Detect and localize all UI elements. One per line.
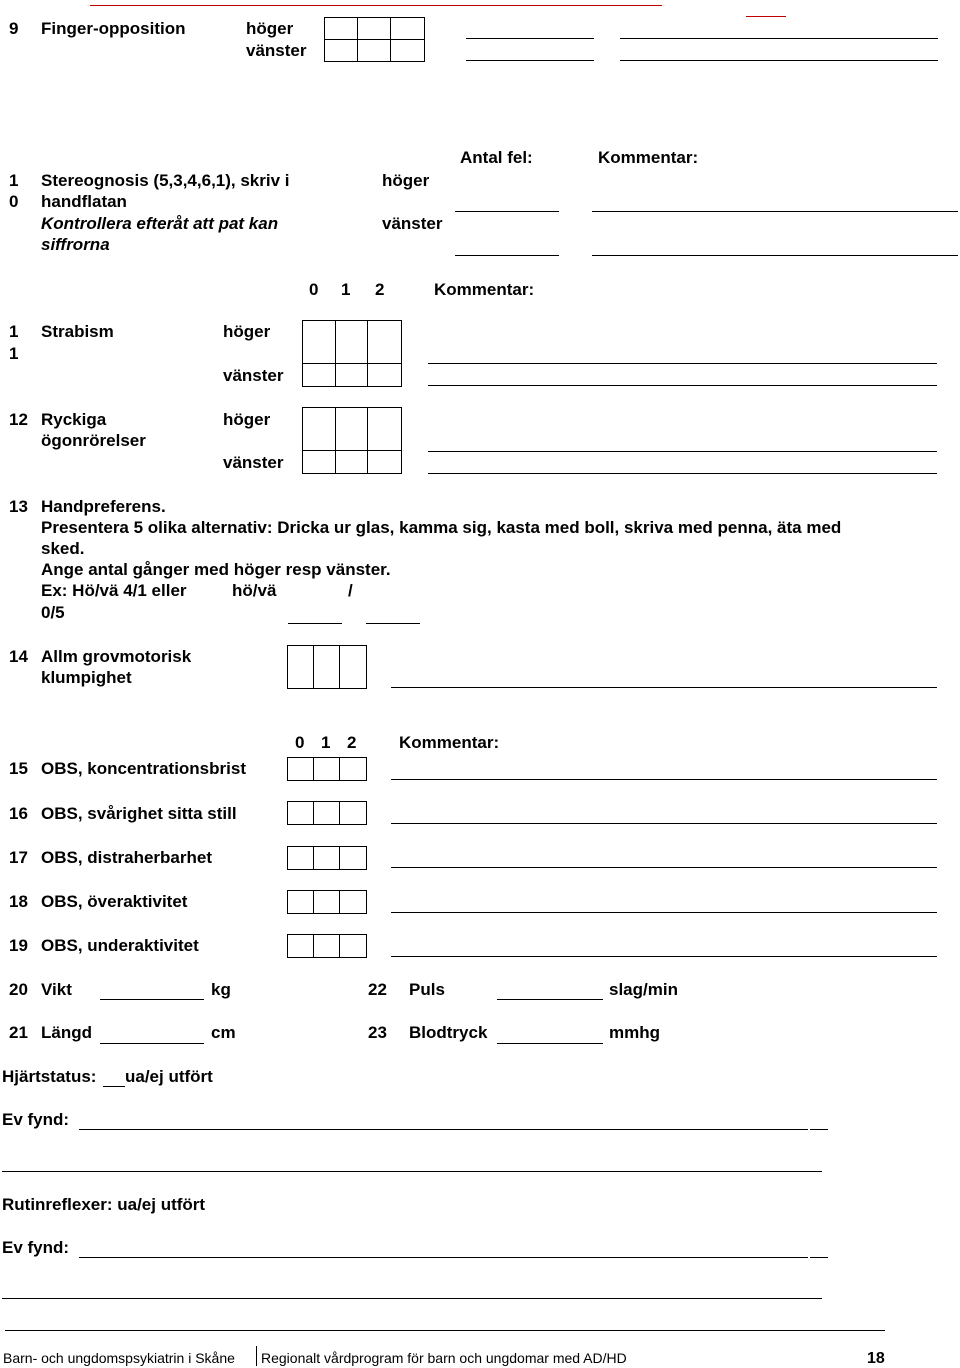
obs-item-label: OBS, svårighet sitta still [41,804,237,823]
item9-label: Finger-opposition [41,19,186,38]
obs-item-number: 15 [9,759,28,778]
item20-label: Vikt [41,980,72,999]
obs-item-label: OBS, koncentrationsbrist [41,759,246,778]
item12-left-comment-field[interactable] [428,473,937,474]
item11-label: Strabism [41,322,114,341]
item22-number: 22 [368,980,387,999]
item12-label-line1: Ryckiga [41,410,107,429]
scale-0: 0 [309,280,319,299]
scale-kommentar: Kommentar: [434,280,535,299]
obs-item-score-boxes[interactable] [287,934,367,958]
item23-number: 23 [368,1023,387,1042]
ev-fynd-field-line2[interactable] [2,1298,822,1299]
obs-item-number: 17 [9,848,28,867]
footer-separator [256,1346,257,1366]
ev-fynd-field-line2[interactable] [2,1171,822,1172]
obs-item-comment-field[interactable] [391,912,937,913]
obs-item-score-boxes[interactable] [287,890,367,914]
ev-fynd-field-line1-end[interactable] [810,1129,828,1130]
item11-right-score-boxes[interactable] [302,320,402,364]
item10-number-2: 0 [9,192,19,211]
obs-item-label: OBS, underaktivitet [41,936,199,955]
obs-item-comment-field[interactable] [391,956,937,957]
item11-left-score-boxes[interactable] [302,363,402,387]
item10-left-label: vänster [382,214,443,233]
item12-right-comment-field[interactable] [428,451,937,452]
item21-number: 21 [9,1023,28,1042]
ev-fynd-field-line1-end[interactable] [810,1257,828,1258]
ev-fynd-label: Ev fynd: [2,1110,70,1129]
scale-1: 1 [321,733,331,752]
ev-fynd-label: Ev fynd: [2,1238,70,1257]
heart-status-label: Hjärtstatus: [2,1067,97,1086]
obs-item-number: 18 [9,892,28,911]
top-rule [90,5,662,6]
item13-hova-label: hö/vä [232,581,277,600]
obs-item-label: OBS, distraherbarhet [41,848,212,867]
item21-label: Längd [41,1023,92,1042]
heart-status-value: ua/ej utfört [125,1067,213,1086]
item13-line1: Presentera 5 olika alternativ: Dricka ur glas, kamma sig, kasta med boll, skriva med penna, äta med [41,518,842,537]
item11-number-2: 1 [9,344,19,363]
item11-left-comment-field[interactable] [428,385,937,386]
item9-left-label: vänster [246,41,307,60]
item21-unit: cm [211,1023,236,1042]
item13-number: 13 [9,497,28,516]
obs-item-label: OBS, överaktivitet [41,892,188,911]
item13-left-count-field[interactable] [366,623,420,624]
obs-item-comment-field[interactable] [391,867,937,868]
item12-left-label: vänster [223,453,284,472]
item20-unit: kg [211,980,231,999]
item9-left-comment-field[interactable] [620,60,938,61]
item13-line2: sked. [41,539,85,558]
item10-right-label: höger [382,171,430,190]
item10-label-line3: Kontrollera efteråt att pat kan [41,214,279,233]
item12-label-line2: ögonrörelser [41,431,146,450]
item14-comment-field[interactable] [391,687,937,688]
ev-fynd-field-line1[interactable] [79,1257,808,1258]
blood-pressure-field[interactable] [497,1043,603,1044]
item9-left-count-field[interactable] [466,60,594,61]
item12-number: 12 [9,410,28,429]
item20-number: 20 [9,980,28,999]
item11-right-comment-field[interactable] [428,363,937,364]
item12-left-score-boxes[interactable] [302,450,402,474]
item11-right-label: höger [223,322,271,341]
footer-rule [5,1330,885,1331]
item13-line3: Ange antal gånger med höger resp vänster. [41,560,391,579]
item14-label-line2: klumpighet [41,668,132,687]
scale-2: 2 [375,280,385,299]
item10-right-comment-field[interactable] [592,211,958,212]
item22-label: Puls [409,980,445,999]
height-field[interactable] [100,1043,204,1044]
obs-item-comment-field[interactable] [391,779,937,780]
item14-label-line1: Allm grovmotorisk [41,647,192,666]
scale-2: 2 [347,733,357,752]
footer-left-text: Barn- och ungdomspsykiatrin i Skåne [3,1350,235,1366]
weight-field[interactable] [100,999,204,1000]
item9-right-label: höger [246,19,294,38]
item23-label: Blodtryck [409,1023,488,1042]
obs-item-comment-field[interactable] [391,823,937,824]
item10-label-line4: siffrorna [41,235,110,254]
rutinreflexer-label: Rutinreflexer: ua/ej utfört [2,1195,206,1214]
item11-left-label: vänster [223,366,284,385]
scale-1: 1 [341,280,351,299]
obs-item-score-boxes[interactable] [287,846,367,870]
item10-number-1: 1 [9,171,19,190]
item14-score-boxes[interactable] [287,645,367,689]
top-rule-short [746,16,786,17]
obs-item-number: 19 [9,936,28,955]
pulse-field[interactable] [497,999,603,1000]
item23-unit: mmhg [609,1023,660,1042]
item10-left-count-field[interactable] [455,255,559,256]
kommentar-header: Kommentar: [598,148,699,167]
item13-example: Ex: Hö/vä 4/1 eller [41,581,187,600]
item12-right-score-boxes[interactable] [302,407,402,451]
item13-title: Handpreferens. [41,497,166,516]
item22-unit: slag/min [609,980,678,999]
item13-slash: / [348,581,353,600]
item9-number: 9 [9,19,19,38]
item9-right-comment-field[interactable] [620,38,938,39]
page-number: 18 [867,1350,885,1367]
item13-example2: 0/5 [41,603,65,622]
item10-left-comment-field[interactable] [592,255,958,256]
item12-right-label: höger [223,410,271,429]
heart-status-field[interactable] [103,1086,125,1087]
antal-fel-header: Antal fel: [460,148,533,167]
item9-right-score-boxes[interactable] [324,17,425,40]
item9-right-count-field[interactable] [466,38,594,39]
obs-item-number: 16 [9,804,28,823]
ev-fynd-field-line1[interactable] [79,1129,808,1130]
item14-number: 14 [9,647,28,666]
item10-label-line2: handflatan [41,192,127,211]
obs-item-score-boxes[interactable] [287,757,367,781]
item9-left-score-boxes[interactable] [324,39,425,62]
item10-right-count-field[interactable] [455,211,559,212]
obs-item-score-boxes[interactable] [287,801,367,825]
footer-right-text: Regionalt vårdprogram för barn och ungdomar med AD/HD [261,1350,627,1366]
scale-kommentar: Kommentar: [399,733,500,752]
item13-right-count-field[interactable] [288,623,342,624]
item10-label-line1: Stereognosis (5,3,4,6,1), skriv i [41,171,290,190]
item11-number-1: 1 [9,322,19,341]
scale-0: 0 [295,733,305,752]
